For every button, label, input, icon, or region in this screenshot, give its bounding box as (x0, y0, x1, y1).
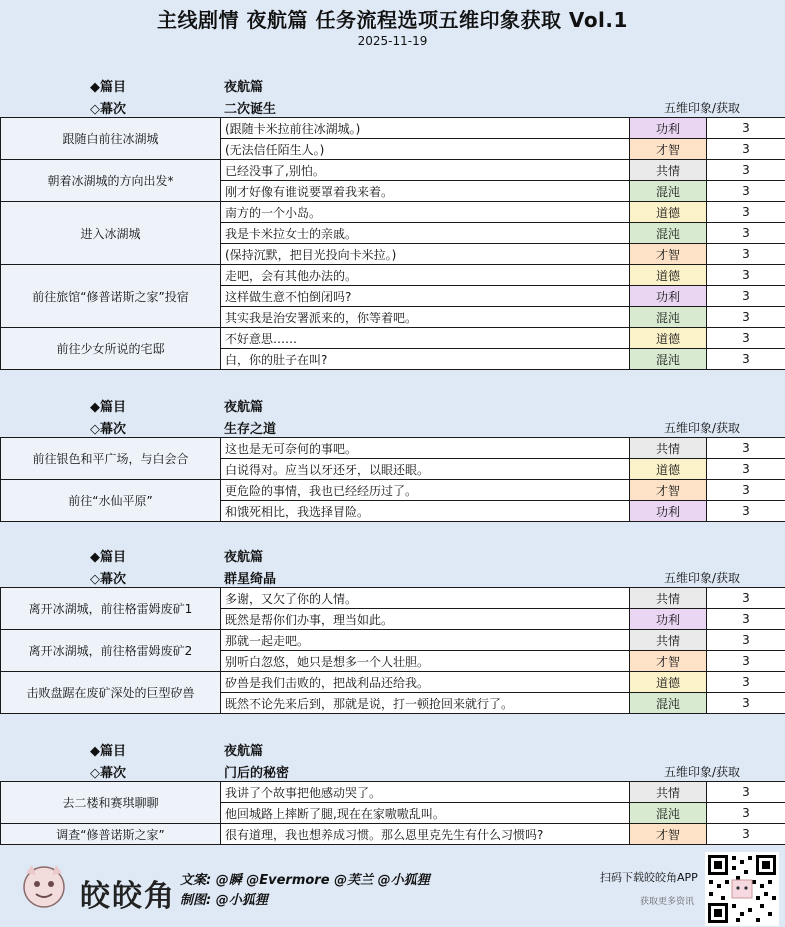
attr-cell: 混沌 (630, 181, 707, 202)
attr-cell: 功利 (630, 286, 707, 307)
task-name: 调查“修普诺斯之家” (1, 824, 221, 845)
options-table (0, 781, 785, 845)
value-cell: 3 (707, 307, 785, 328)
attr-cell: 道德 (630, 459, 707, 480)
act-value: 二次诞生 (224, 102, 277, 117)
value-cell: 3 (707, 651, 785, 672)
value-cell: 3 (707, 265, 785, 286)
credit-writers: 文案: @瞬 @Evermore @芙兰 @小狐狸 (180, 873, 430, 888)
task-name: 进入冰湖城 (1, 202, 221, 265)
option-text: 别听白忽悠，她只是想多一个人壮胆。 (221, 651, 630, 672)
task-name: 去二楼和赛琪聊聊 (1, 782, 221, 824)
table-row (1, 438, 785, 459)
value-cell: 3 (707, 588, 785, 609)
act-row (0, 95, 785, 117)
value-cell: 3 (707, 782, 785, 803)
table-row (1, 202, 785, 223)
value-cell: 3 (707, 824, 785, 845)
value-cell: 3 (707, 672, 785, 693)
option-text: 白说得对。应当以牙还牙，以眼还眼。 (221, 459, 630, 480)
table-row (1, 118, 785, 139)
attr-cell: 混沌 (630, 307, 707, 328)
option-text: 南方的一个小岛。 (221, 202, 630, 223)
attr-cell: 才智 (630, 139, 707, 160)
option-text: 矽兽是我们击败的，把战利品还给我。 (221, 672, 630, 693)
chapter-row (0, 543, 785, 565)
credit-maker: 制图: @小狐狸 (180, 893, 268, 908)
attr-cell: 道德 (630, 328, 707, 349)
option-text: 他回城路上摔断了腿,现在在家嗷嗷乱叫。 (221, 803, 630, 824)
act-label: ◇幕次 (90, 102, 126, 117)
option-text: (保持沉默，把目光投向卡米拉。) (221, 244, 630, 265)
task-name: 前往“水仙平原” (1, 480, 221, 522)
act-row (0, 565, 785, 587)
attr-cell: 道德 (630, 672, 707, 693)
section-3 (0, 543, 785, 714)
option-text: 既然不论先来后到，那就是说，打一顿抢回来就行了。 (221, 693, 630, 714)
table-row (1, 782, 785, 803)
act-value: 群星绮晶 (224, 572, 277, 587)
act-label: ◇幕次 (90, 422, 126, 437)
value-cell: 3 (707, 181, 785, 202)
chapter-label: ◆篇目 (90, 80, 126, 95)
option-text: 其实我是治安署派来的，你等着吧。 (221, 307, 630, 328)
value-cell: 3 (707, 286, 785, 307)
option-text: 和饿死相比，我选择冒险。 (221, 501, 630, 522)
act-label: ◇幕次 (90, 572, 126, 587)
value-cell: 3 (707, 118, 785, 139)
attr-cell: 混沌 (630, 223, 707, 244)
chapter-label: ◆篇目 (90, 744, 126, 759)
attr-cell: 共情 (630, 630, 707, 651)
task-name: 跟随白前往冰湖城 (1, 118, 221, 160)
table-row (1, 672, 785, 693)
task-name: 离开冰湖城，前往格雷姆废矿2 (1, 630, 221, 672)
attr-cell: 才智 (630, 244, 707, 265)
attr-cell: 才智 (630, 480, 707, 501)
task-name: 朝着冰湖城的方向出发* (1, 160, 221, 202)
table-row (1, 630, 785, 651)
task-name: 前往旅馆“修普诺斯之家”投宿 (1, 265, 221, 328)
attr-cell: 共情 (630, 438, 707, 459)
act-row (0, 415, 785, 437)
act-label: ◇幕次 (90, 766, 126, 781)
more-info-text: 获取更多资讯 (640, 897, 695, 907)
attr-cell: 功利 (630, 501, 707, 522)
scan-download-text: 扫码下载皎皎角APP (600, 871, 698, 884)
attr-header: 五维印象/获取 (664, 421, 741, 435)
table-row (1, 480, 785, 501)
attr-cell: 混沌 (630, 693, 707, 714)
task-name: 前往少女所说的宅邸 (1, 328, 221, 370)
chapter-label: ◆篇目 (90, 400, 126, 415)
option-text: 既然是帮你们办事，理当如此。 (221, 609, 630, 630)
section-4 (0, 737, 785, 845)
options-table (0, 437, 785, 522)
attr-cell: 才智 (630, 651, 707, 672)
option-text: 这也是无可奈何的事吧。 (221, 438, 630, 459)
option-text: 我是卡米拉女士的亲戚。 (221, 223, 630, 244)
act-value: 门后的秘密 (224, 766, 290, 781)
value-cell: 3 (707, 160, 785, 181)
attr-header: 五维印象/获取 (664, 101, 741, 115)
attr-cell: 混沌 (630, 803, 707, 824)
table-row (1, 265, 785, 286)
attr-cell: 道德 (630, 265, 707, 286)
table-row (1, 824, 785, 845)
attr-cell: 共情 (630, 782, 707, 803)
value-cell: 3 (707, 244, 785, 265)
option-text: 我讲了个故事把他感动哭了。 (221, 782, 630, 803)
option-text: 不好意思…… (221, 328, 630, 349)
option-text: (无法信任陌生人。) (221, 139, 630, 160)
table-row (1, 588, 785, 609)
chapter-value: 夜航篇 (224, 744, 264, 759)
task-name: 前往银色和平广场，与白会合 (1, 438, 221, 480)
option-text: 很有道理，我也想养成习惯。那么恩里克先生有什么习惯吗? (221, 824, 630, 845)
attr-cell: 才智 (630, 824, 707, 845)
chapter-row (0, 393, 785, 415)
option-text: 已经没事了,别怕。 (221, 160, 630, 181)
chapter-row (0, 73, 785, 95)
chapter-value: 夜航篇 (224, 80, 264, 95)
attr-cell: 共情 (630, 160, 707, 181)
value-cell: 3 (707, 349, 785, 370)
attr-cell: 道德 (630, 202, 707, 223)
value-cell: 3 (707, 803, 785, 824)
mascot-logo-icon (18, 863, 70, 911)
page-date: 2025-11-19 (357, 34, 428, 48)
attr-header: 五维印象/获取 (664, 765, 741, 779)
page-title: 主线剧情 夜航篇 任务流程选项五维印象获取 Vol.1 (157, 8, 628, 32)
option-text: (跟随卡米拉前往冰湖城。) (221, 118, 630, 139)
option-text: 走吧，会有其他办法的。 (221, 265, 630, 286)
section-2 (0, 393, 785, 522)
value-cell: 3 (707, 459, 785, 480)
value-cell: 3 (707, 501, 785, 522)
table-row (1, 328, 785, 349)
brand-name: 皎皎角 (80, 879, 176, 914)
value-cell: 3 (707, 328, 785, 349)
value-cell: 3 (707, 223, 785, 244)
attr-cell: 功利 (630, 118, 707, 139)
task-name: 击败盘踞在废矿深处的巨型矽兽 (1, 672, 221, 714)
attr-header: 五维印象/获取 (664, 571, 741, 585)
attr-cell: 共情 (630, 588, 707, 609)
chapter-value: 夜航篇 (224, 400, 264, 415)
qr-code-icon[interactable] (705, 852, 779, 926)
task-name: 离开冰湖城，前往格雷姆废矿1 (1, 588, 221, 630)
value-cell: 3 (707, 202, 785, 223)
chapter-row (0, 737, 785, 759)
value-cell: 3 (707, 609, 785, 630)
option-text: 刚才好像有谁说要罩着我来着。 (221, 181, 630, 202)
option-text: 更危险的事情，我也已经经历过了。 (221, 480, 630, 501)
section-1 (0, 73, 785, 370)
value-cell: 3 (707, 139, 785, 160)
options-table (0, 587, 785, 714)
value-cell: 3 (707, 438, 785, 459)
attr-cell: 功利 (630, 609, 707, 630)
table-row (1, 160, 785, 181)
value-cell: 3 (707, 693, 785, 714)
options-table (0, 117, 785, 370)
option-text: 白，你的肚子在叫? (221, 349, 630, 370)
chapter-label: ◆篇目 (90, 550, 126, 565)
chapter-value: 夜航篇 (224, 550, 264, 565)
option-text: 多谢，又欠了你的人情。 (221, 588, 630, 609)
option-text: 这样做生意不怕倒闭吗? (221, 286, 630, 307)
footer (0, 849, 785, 927)
act-row (0, 759, 785, 781)
value-cell: 3 (707, 630, 785, 651)
act-value: 生存之道 (224, 422, 277, 437)
attr-cell: 混沌 (630, 349, 707, 370)
option-text: 那就一起走吧。 (221, 630, 630, 651)
value-cell: 3 (707, 480, 785, 501)
